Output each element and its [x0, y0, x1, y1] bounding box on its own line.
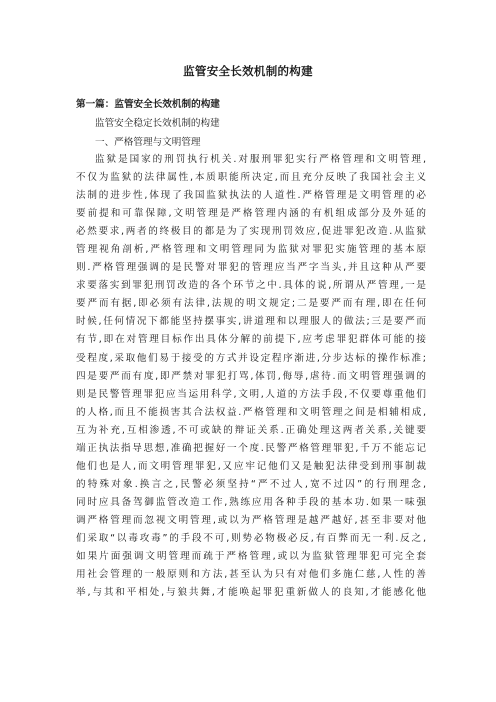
body-line: 要前提和可靠保障,文明管理是严格管理内涵的有机组成部分及外延的 [76, 208, 426, 220]
body-line: 调严格管理而忽视文明管理,或以为严格管理是越严越好,甚至非要对他 [76, 514, 426, 526]
body-line: 求要落实到罪犯刑罚改造的各个环节之中.具体的说,所谓从严管理,一是 [76, 280, 426, 292]
document-title: 监管安全长效机制的构建 [183, 64, 313, 78]
body-line: 时候,任何情况下都能坚持摆事实,讲道理和以理服人的做法;三是要严而 [76, 316, 426, 328]
body-line: 的特殊对象.换言之,民警必须坚持“严不过人,宽不过囚”的行刑理念, [76, 478, 426, 490]
body-line: 如果片面强调文明管理而疏于严格管理,或以为监狱管理罪犯可完全套 [76, 551, 426, 563]
body-line: 监狱是国家的刑罚执行机关.对服刑罪犯实行严格管理和文明管理, [95, 154, 426, 165]
body-line: 用社会管理的一般原则和方法,甚至认为只有对他们多施仁慈,人性的善 [76, 569, 426, 581]
body-line: 管理视角剖析,严格管理和文明管理同为监狱对罪犯实施管理的基本原 [76, 244, 426, 256]
body-line: 有节,即在对管理目标作出具体分解的前提下,应考虑罪犯群体可能的接 [76, 334, 426, 346]
body-line: 的人格,而且不能损害其合法权益.严格管理和文明管理之间是相辅相成, [76, 406, 426, 418]
chapter-heading: 第一篇：监管安全长效机制的构建 [76, 99, 220, 110]
section-heading: 一、严格管理与文明管理 [95, 137, 201, 148]
body-line: 则.严格管理强调的是民警对罪犯的管理应当严字当头,并且这种从严要 [76, 262, 426, 274]
body-line: 必然要求,两者的终极目的都是为了实现刑罚效应,促进罪犯改造.从监狱 [76, 226, 426, 238]
body-line: 他们也是人,而文明管理罪犯,又应牢记他们又是触犯法律受到刑事制裁 [76, 460, 426, 472]
subheading: 监管安全稳定长效机制的构建 [95, 118, 220, 129]
body-line: 端正执法指导思想,准确把握好一个度.民警严格管理罪犯,千万不能忘记 [76, 442, 426, 454]
body-line: 们采取“以毒攻毒”的手段不可,则势必物极必反,有百弊而无一利.反之, [76, 532, 426, 544]
body-line: 则是民警管理罪犯应当运用科学,文明,人道的方法手段,不仅要尊重他们 [76, 388, 426, 400]
body-line: 举,与其和平相处,与狼共舞,才能唤起罪犯重新做人的良知,才能感化他 [76, 587, 426, 599]
body-line: 法制的进步性,体现了我国监狱执法的人道性.严格管理是文明管理的必 [76, 190, 426, 202]
body-line: 不仅为监狱的法律属性,本质职能所决定,而且充分反映了我国社会主义 [76, 172, 426, 184]
body-line: 要严而有据,即必须有法律,法规的明文规定;二是要严而有理,即在任何 [76, 298, 426, 310]
body-line: 受程度,采取他们易于接受的方式并设定程序渐进,分步达标的操作标准; [76, 352, 426, 364]
body-line: 四是要严而有度,即严禁对罪犯打骂,体罚,侮辱,虐待.而文明管理强调的 [76, 370, 426, 382]
body-text [76, 151, 426, 602]
body-line: 互为补充,互相渗透,不可或缺的辩证关系.正确处理这两者关系,关键要 [76, 424, 426, 436]
body-line: 同时应具备驾御监管改造工作,熟练应用各种手段的基本功.如果一味强 [76, 496, 426, 508]
